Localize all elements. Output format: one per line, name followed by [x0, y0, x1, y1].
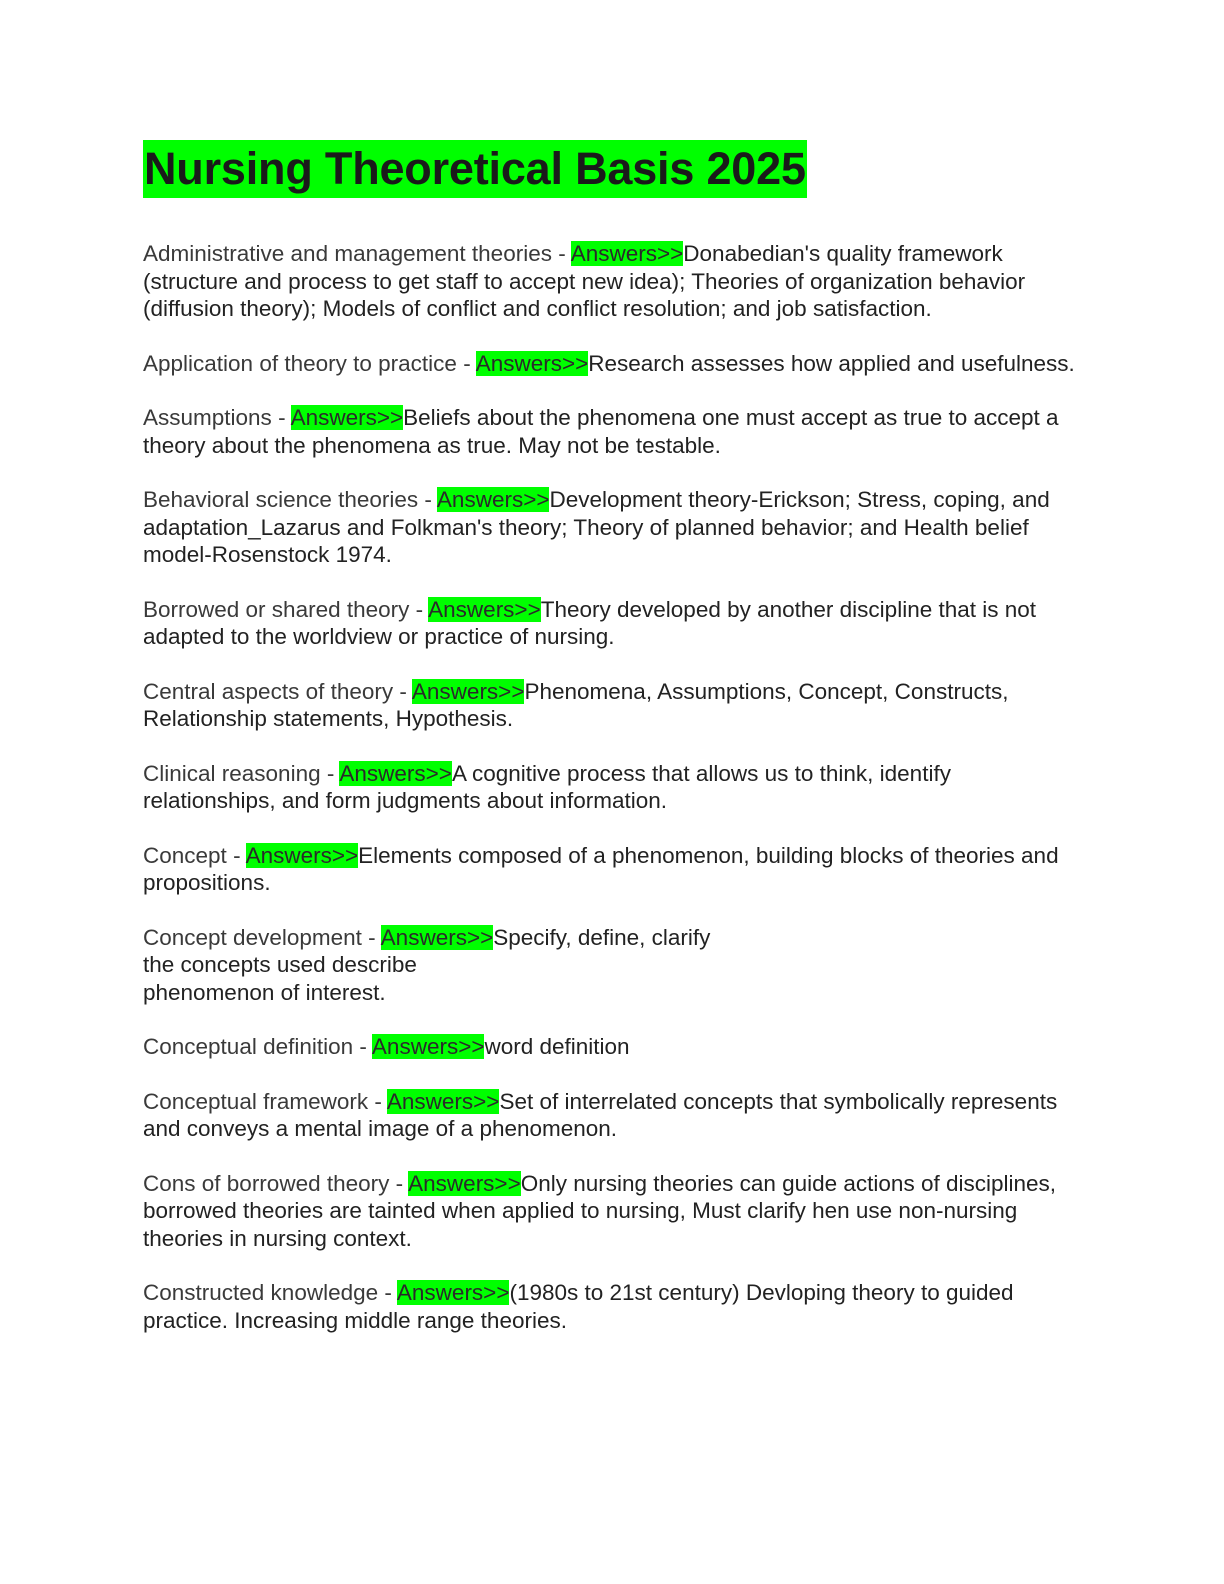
answers-highlight: Answers>> [570, 241, 684, 266]
document-page [143, 140, 1078, 1361]
entry-term: Concept development [143, 924, 362, 950]
answers-highlight: Answers>> [380, 924, 494, 950]
entry-definition: Research assesses how applied and usefulness. [588, 350, 1075, 376]
entry-separator: - [320, 760, 340, 786]
answers-highlight: Answers>> [245, 842, 359, 868]
glossary-entry [143, 1088, 1078, 1143]
entry-separator: - [271, 405, 291, 430]
entry-term: Behavioral science theories [143, 487, 419, 512]
entry-term: Constructed knowledge [143, 1280, 379, 1305]
entry-separator: - [409, 596, 429, 622]
entry-definition: Set of interrelated concepts that symbolically represents and conveys a mental image of a phenomenon. [143, 1088, 1058, 1141]
answers-highlight: Answers>> [386, 1088, 500, 1114]
entry-definition: Donabedian's quality framework (structure and process to get staff to accept new idea); Theories of organization behavior (diffusion theory); Models of conflict and conflict resolution; and job satisfaction. [143, 241, 1026, 321]
entry-separator: - [393, 678, 412, 704]
entry-definition: Elements composed of a phenomenon, building blocks of theories and propositions. [143, 842, 1059, 895]
glossary-entry [143, 240, 1078, 323]
entry-term: Conceptual definition [143, 1034, 354, 1059]
entry-term: Concept [143, 842, 227, 868]
entry-term: Application of theory to practice [143, 350, 457, 376]
answers-highlight: Answers>> [436, 487, 550, 512]
glossary-entry [143, 1170, 1078, 1253]
glossary-entry [143, 350, 1078, 378]
entry-definition: (1980s to 21st century) Devloping theory to guided practice. Increasing middle range theories. [143, 1280, 1014, 1333]
entry-separator: - [456, 350, 476, 376]
answers-highlight: Answers>> [396, 1280, 510, 1305]
entry-definition-line: the concepts used describe [143, 952, 417, 977]
glossary-entry [143, 842, 1078, 897]
answers-highlight: Answers>> [428, 596, 541, 622]
entry-separator: - [378, 1280, 397, 1305]
glossary-entry [143, 1279, 1078, 1334]
entry-term: Central aspects of theory [143, 678, 394, 704]
answers-highlight: Answers>> [408, 1170, 521, 1196]
entry-term: Administrative and management theories [143, 241, 552, 266]
entry-separator: - [389, 1170, 409, 1196]
entry-term: Assumptions [143, 405, 272, 430]
entry-term: Conceptual framework [143, 1088, 369, 1114]
entry-definition: word definition [484, 1034, 630, 1059]
answers-highlight: Answers>> [371, 1034, 485, 1059]
glossary-entry [143, 404, 1078, 459]
entry-definition: Phenomena, Assumptions, Concept, Constructs, Relationship statements, Hypothesis. [143, 678, 1009, 731]
entry-definition: A cognitive process that allows us to think, identify relationships, and form judgments about information. [143, 760, 951, 813]
answers-highlight: Answers>> [290, 405, 404, 430]
glossary-entry [143, 486, 1078, 569]
glossary-entry [143, 678, 1078, 733]
answers-highlight: Answers>> [339, 760, 452, 786]
entry-separator: - [418, 487, 437, 512]
glossary-entry [143, 924, 1078, 1007]
entry-definition: Beliefs about the phenomena one must accept as true to accept a theory about the phenomena as true. May not be testable. [143, 405, 1059, 458]
answers-highlight: Answers>> [475, 350, 589, 376]
entry-separator: - [353, 1034, 372, 1059]
entry-separator: - [368, 1088, 387, 1114]
entry-definition-line: phenomenon of interest. [143, 979, 386, 1005]
entry-separator: - [226, 842, 246, 868]
entry-definition: Theory developed by another discipline that is not adapted to the worldview or practice of nursing. [143, 596, 1037, 649]
glossary-entry [143, 760, 1078, 815]
entry-definition: Specify, define, clarify [493, 924, 711, 950]
entry-term: Borrowed or shared theory [143, 596, 410, 622]
glossary-entry [143, 596, 1078, 651]
entry-term: Cons of borrowed theory [143, 1170, 390, 1196]
entry-separator: - [361, 924, 381, 950]
entry-term: Clinical reasoning [143, 760, 321, 786]
glossary-entry [143, 1033, 1078, 1061]
entry-definition: Only nursing theories can guide actions of disciplines, borrowed theories are tainted when applied to nursing, Must clarify hen use non-nursing theories in nursing context. [143, 1170, 1057, 1251]
glossary-list [143, 240, 1078, 1334]
entry-separator: - [551, 241, 571, 266]
entry-definition: Development theory-Erickson; Stress, coping, and adaptation_Lazarus and Folkman's theory; Theory of planned behavior; and Health belief model-Rosenstock 1974. [143, 487, 1050, 567]
answers-highlight: Answers>> [411, 678, 525, 704]
document-title: Nursing Theoretical Basis 2025 [143, 140, 807, 198]
